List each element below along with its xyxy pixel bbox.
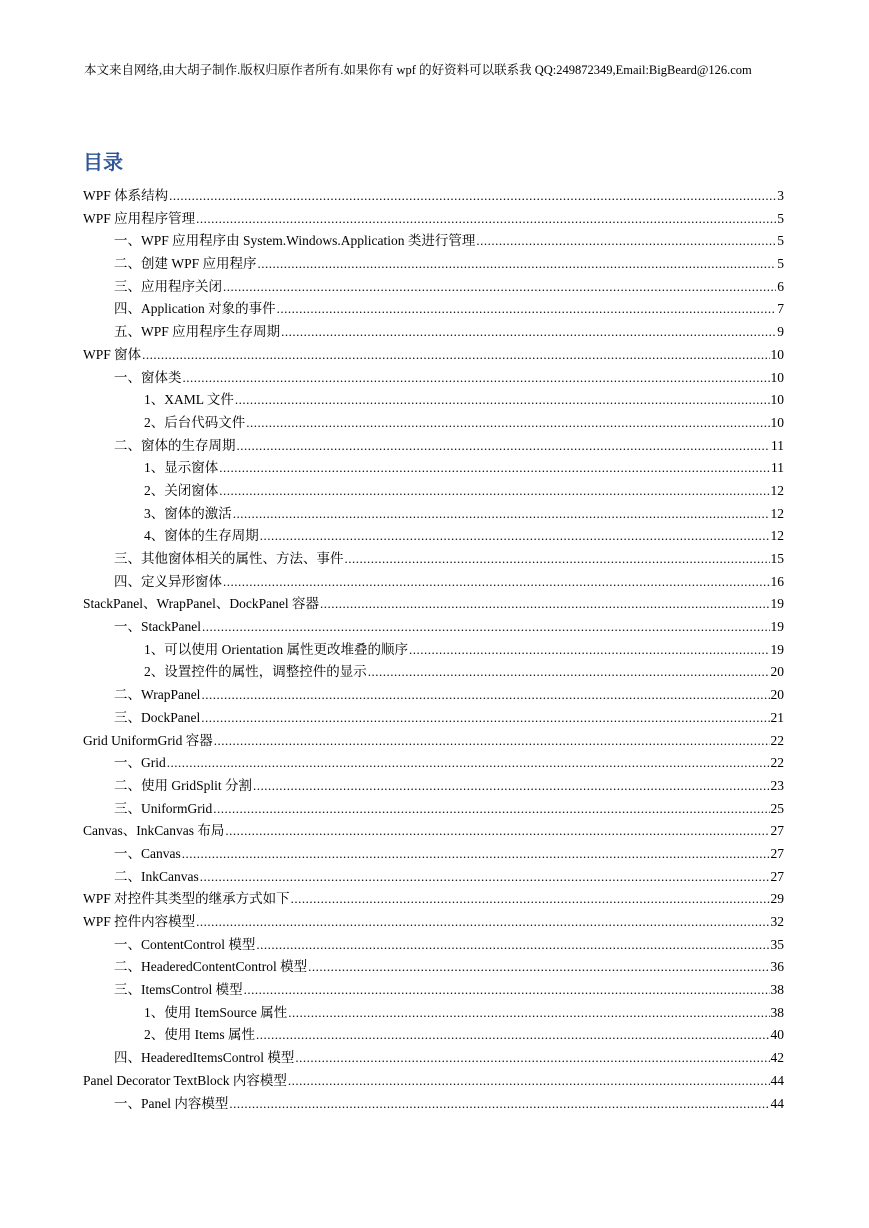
toc-entry[interactable] bbox=[0, 1047, 869, 1070]
toc-entry-title: WPF 窗体 bbox=[83, 346, 142, 362]
toc-entry-page-number: 35 bbox=[770, 936, 784, 952]
toc-dot-leader bbox=[281, 321, 776, 344]
toc-entry-title: 三、ItemsControl 模型 bbox=[114, 982, 243, 998]
toc-entry[interactable] bbox=[0, 389, 869, 412]
toc-entry-title: 二、InkCanvas bbox=[114, 868, 199, 884]
toc-dot-leader bbox=[246, 412, 769, 435]
toc-entry-page-number: 40 bbox=[770, 1027, 784, 1043]
toc-entry[interactable] bbox=[0, 230, 869, 253]
toc-entry-title: WPF 控件内容模型 bbox=[83, 914, 196, 929]
toc-entry[interactable] bbox=[0, 298, 869, 321]
toc-entry-title: 三、应用程序关闭 bbox=[114, 278, 222, 294]
toc-entry-title: StackPanel、WrapPanel、DockPanel 容器 bbox=[83, 596, 320, 612]
toc-entry-title: WPF 应用程序管理 bbox=[83, 210, 196, 226]
toc-entry[interactable] bbox=[0, 525, 869, 548]
toc-dot-leader bbox=[200, 866, 770, 889]
toc-entry[interactable] bbox=[0, 616, 869, 639]
toc-dot-leader bbox=[320, 593, 769, 616]
toc-entry-page-number: 3 bbox=[777, 188, 784, 203]
toc-entry[interactable] bbox=[0, 866, 869, 889]
toc-entry-title: 五、WPF 应用程序生存周期 bbox=[114, 324, 281, 340]
toc-dot-leader bbox=[223, 276, 776, 299]
toc-dot-leader bbox=[183, 367, 770, 390]
toc-entry-title: 四、Application 对象的事件 bbox=[114, 301, 276, 317]
toc-dot-leader bbox=[256, 934, 769, 957]
toc-entry-page-number: 44 bbox=[770, 1095, 784, 1111]
toc-entry[interactable] bbox=[0, 730, 869, 753]
toc-dot-leader bbox=[201, 707, 769, 730]
toc-entry[interactable] bbox=[0, 208, 869, 231]
toc-entry[interactable] bbox=[0, 752, 869, 775]
toc-entry[interactable] bbox=[0, 979, 869, 1002]
toc-entry-page-number: 19 bbox=[770, 596, 784, 612]
toc-entry-title: 四、定义异形窗体 bbox=[114, 573, 222, 589]
toc-dot-leader bbox=[225, 820, 769, 843]
toc-list bbox=[0, 185, 869, 1115]
toc-entry-page-number: 27 bbox=[770, 823, 784, 839]
toc-entry-page-number: 5 bbox=[777, 210, 784, 226]
toc-entry-title: 二、使用 GridSplit 分割 bbox=[114, 777, 253, 793]
toc-entry-page-number: 15 bbox=[770, 551, 784, 566]
toc-entry-title: 2、关闭窗体 bbox=[144, 482, 219, 498]
toc-entry-page-number: 10 bbox=[770, 414, 784, 430]
toc-title: 目录 bbox=[83, 150, 123, 174]
toc-dot-leader bbox=[202, 616, 770, 639]
toc-entry-page-number: 27 bbox=[770, 845, 784, 861]
toc-entry-page-number: 36 bbox=[770, 959, 784, 975]
toc-entry-page-number: 16 bbox=[770, 573, 784, 589]
toc-entry-title: WPF 体系结构 bbox=[83, 188, 169, 203]
toc-dot-leader bbox=[142, 344, 769, 367]
toc-dot-leader bbox=[277, 298, 777, 321]
toc-entry-title: 一、Panel 内容模型 bbox=[114, 1095, 229, 1111]
toc-dot-leader bbox=[368, 661, 770, 684]
toc-entry[interactable] bbox=[0, 684, 869, 707]
toc-dot-leader bbox=[196, 208, 776, 231]
toc-entry-page-number: 25 bbox=[770, 800, 784, 816]
toc-entry[interactable] bbox=[0, 457, 869, 480]
toc-dot-leader bbox=[260, 525, 770, 548]
toc-entry[interactable] bbox=[0, 775, 869, 798]
toc-entry[interactable] bbox=[0, 1002, 869, 1025]
toc-dot-leader bbox=[233, 503, 770, 526]
toc-entry-title: 2、设置控件的属性，调整控件的显示 bbox=[144, 664, 367, 680]
toc-entry-page-number: 20 bbox=[770, 664, 784, 680]
toc-entry[interactable] bbox=[0, 843, 869, 866]
toc-entry[interactable] bbox=[0, 639, 869, 662]
toc-entry[interactable] bbox=[0, 707, 869, 730]
toc-dot-leader bbox=[409, 639, 770, 662]
toc-entry-title: 二、HeaderedContentControl 模型 bbox=[114, 959, 308, 975]
toc-dot-leader bbox=[476, 230, 776, 253]
toc-entry-title: 一、ContentControl 模型 bbox=[114, 936, 256, 952]
toc-entry-title: 二、创建 WPF 应用程序 bbox=[114, 256, 257, 272]
toc-dot-leader bbox=[169, 185, 776, 208]
toc-entry[interactable] bbox=[0, 503, 869, 526]
toc-entry[interactable] bbox=[0, 820, 869, 843]
toc-dot-leader bbox=[182, 843, 770, 866]
toc-dot-leader bbox=[201, 684, 769, 707]
toc-entry-page-number: 20 bbox=[770, 687, 784, 703]
toc-entry-title: 1、可以使用 Orientation 属性更改堆叠的顺序 bbox=[144, 641, 408, 657]
toc-entry[interactable] bbox=[0, 412, 869, 435]
toc-entry-page-number: 42 bbox=[770, 1050, 784, 1066]
toc-entry-title: 三、其他窗体相关的属性、方法、事件 bbox=[114, 551, 344, 566]
toc-entry-page-number: 10 bbox=[770, 392, 784, 408]
toc-entry-title: 一、Canvas bbox=[114, 845, 181, 861]
toc-dot-leader bbox=[253, 775, 769, 798]
toc-entry-title: 一、窗体类 bbox=[114, 369, 182, 385]
toc-entry[interactable] bbox=[0, 571, 869, 594]
toc-entry-page-number: 19 bbox=[770, 619, 784, 635]
toc-entry-title: 1、XAML 文件 bbox=[144, 392, 234, 408]
toc-entry-page-number: 11 bbox=[771, 460, 784, 476]
toc-entry-page-number: 12 bbox=[770, 505, 784, 521]
toc-entry[interactable] bbox=[0, 253, 869, 276]
toc-entry-title: 2、使用 Items 属性 bbox=[144, 1027, 255, 1043]
toc-entry-title: 二、WrapPanel bbox=[114, 687, 201, 703]
toc-entry-page-number: 29 bbox=[770, 891, 784, 907]
toc-entry[interactable] bbox=[0, 888, 869, 911]
toc-entry-page-number: 21 bbox=[770, 709, 784, 725]
toc-dot-leader bbox=[288, 1070, 770, 1093]
toc-entry-title: 一、Grid bbox=[114, 755, 166, 771]
toc-dot-leader bbox=[256, 1024, 770, 1047]
toc-entry-title: 4、窗体的生存周期 bbox=[144, 528, 259, 544]
toc-entry-page-number: 10 bbox=[770, 346, 784, 362]
toc-entry-page-number: 38 bbox=[770, 982, 784, 998]
toc-dot-leader bbox=[167, 752, 770, 775]
toc-entry-page-number: 9 bbox=[777, 324, 784, 340]
toc-entry-title: 一、StackPanel bbox=[114, 619, 201, 635]
toc-entry[interactable] bbox=[0, 956, 869, 979]
toc-entry-page-number: 22 bbox=[770, 732, 784, 748]
toc-dot-leader bbox=[288, 1002, 769, 1025]
toc-dot-leader bbox=[219, 480, 769, 503]
toc-entry-title: 一、WPF 应用程序由 System.Windows.Application 类进行管理 bbox=[114, 233, 476, 249]
toc-dot-leader bbox=[213, 798, 769, 821]
toc-dot-leader bbox=[229, 1093, 769, 1116]
toc-entry-title: Grid UniformGrid 容器 bbox=[83, 732, 213, 748]
toc-entry[interactable] bbox=[0, 321, 869, 344]
toc-entry[interactable] bbox=[0, 344, 869, 367]
toc-entry[interactable] bbox=[0, 1070, 869, 1093]
toc-entry[interactable] bbox=[0, 798, 869, 821]
toc-entry-page-number: 22 bbox=[770, 755, 784, 771]
toc-entry[interactable] bbox=[0, 934, 869, 957]
toc-entry-page-number: 10 bbox=[770, 369, 784, 385]
toc-entry-page-number: 6 bbox=[777, 278, 784, 294]
toc-dot-leader bbox=[196, 911, 769, 934]
toc-entry-page-number: 5 bbox=[777, 256, 784, 272]
toc-entry-page-number: 19 bbox=[770, 641, 784, 657]
toc-entry-title: WPF 对控件其类型的继承方式如下 bbox=[83, 891, 290, 907]
toc-entry-title: Canvas、InkCanvas 布局 bbox=[83, 823, 225, 839]
toc-dot-leader bbox=[308, 956, 769, 979]
toc-dot-leader bbox=[219, 457, 770, 480]
toc-entry[interactable] bbox=[0, 276, 869, 299]
toc-entry-title: 3、窗体的激活 bbox=[144, 505, 232, 521]
toc-entry-page-number: 23 bbox=[770, 777, 784, 793]
toc-entry-title: 三、DockPanel bbox=[114, 709, 201, 725]
toc-entry[interactable] bbox=[0, 480, 869, 503]
toc-dot-leader bbox=[295, 1047, 769, 1070]
toc-entry-title: 三、UniformGrid bbox=[114, 800, 213, 816]
toc-dot-leader bbox=[258, 253, 777, 276]
toc-entry-page-number: 5 bbox=[777, 233, 784, 249]
toc-entry-title: 2、后台代码文件 bbox=[144, 414, 246, 430]
toc-entry[interactable] bbox=[0, 1093, 869, 1116]
toc-entry-page-number: 27 bbox=[770, 868, 784, 884]
toc-entry[interactable] bbox=[0, 185, 869, 208]
toc-entry[interactable] bbox=[0, 661, 869, 684]
toc-entry[interactable] bbox=[0, 593, 869, 616]
toc-entry-page-number: 12 bbox=[770, 528, 784, 544]
toc-dot-leader bbox=[291, 888, 770, 911]
toc-entry-title: Panel Decorator TextBlock 内容模型 bbox=[83, 1072, 287, 1088]
toc-entry-title: 1、显示窗体 bbox=[144, 460, 219, 476]
toc-entry-page-number: 38 bbox=[770, 1004, 784, 1020]
toc-entry[interactable] bbox=[0, 367, 869, 390]
toc-entry-page-number: 7 bbox=[777, 301, 784, 317]
toc-entry-title: 四、HeaderedItemsControl 模型 bbox=[114, 1050, 295, 1066]
toc-entry-page-number: 44 bbox=[770, 1072, 784, 1088]
toc-dot-leader bbox=[345, 548, 770, 571]
toc-entry-title: 1、使用 ItemSource 属性 bbox=[144, 1004, 288, 1020]
toc-dot-leader bbox=[237, 435, 771, 458]
toc-entry-page-number: 11 bbox=[771, 437, 784, 453]
toc-entry[interactable] bbox=[0, 1024, 869, 1047]
toc-entry[interactable] bbox=[0, 911, 869, 934]
toc-entry-page-number: 32 bbox=[770, 914, 784, 929]
toc-dot-leader bbox=[214, 730, 770, 753]
toc-entry[interactable] bbox=[0, 548, 869, 571]
toc-dot-leader bbox=[235, 389, 770, 412]
toc-dot-leader bbox=[244, 979, 770, 1002]
toc-entry[interactable] bbox=[0, 435, 869, 458]
toc-entry-title: 二、窗体的生存周期 bbox=[114, 437, 236, 453]
toc-dot-leader bbox=[223, 571, 770, 594]
page-header-text: 本文来自网络,由大胡子制作.版权归原作者所有.如果你有 wpf 的好资料可以联系我 QQ:249872349,Email:BigBeard@126.com bbox=[84, 63, 752, 77]
toc-entry-page-number: 12 bbox=[770, 482, 784, 498]
